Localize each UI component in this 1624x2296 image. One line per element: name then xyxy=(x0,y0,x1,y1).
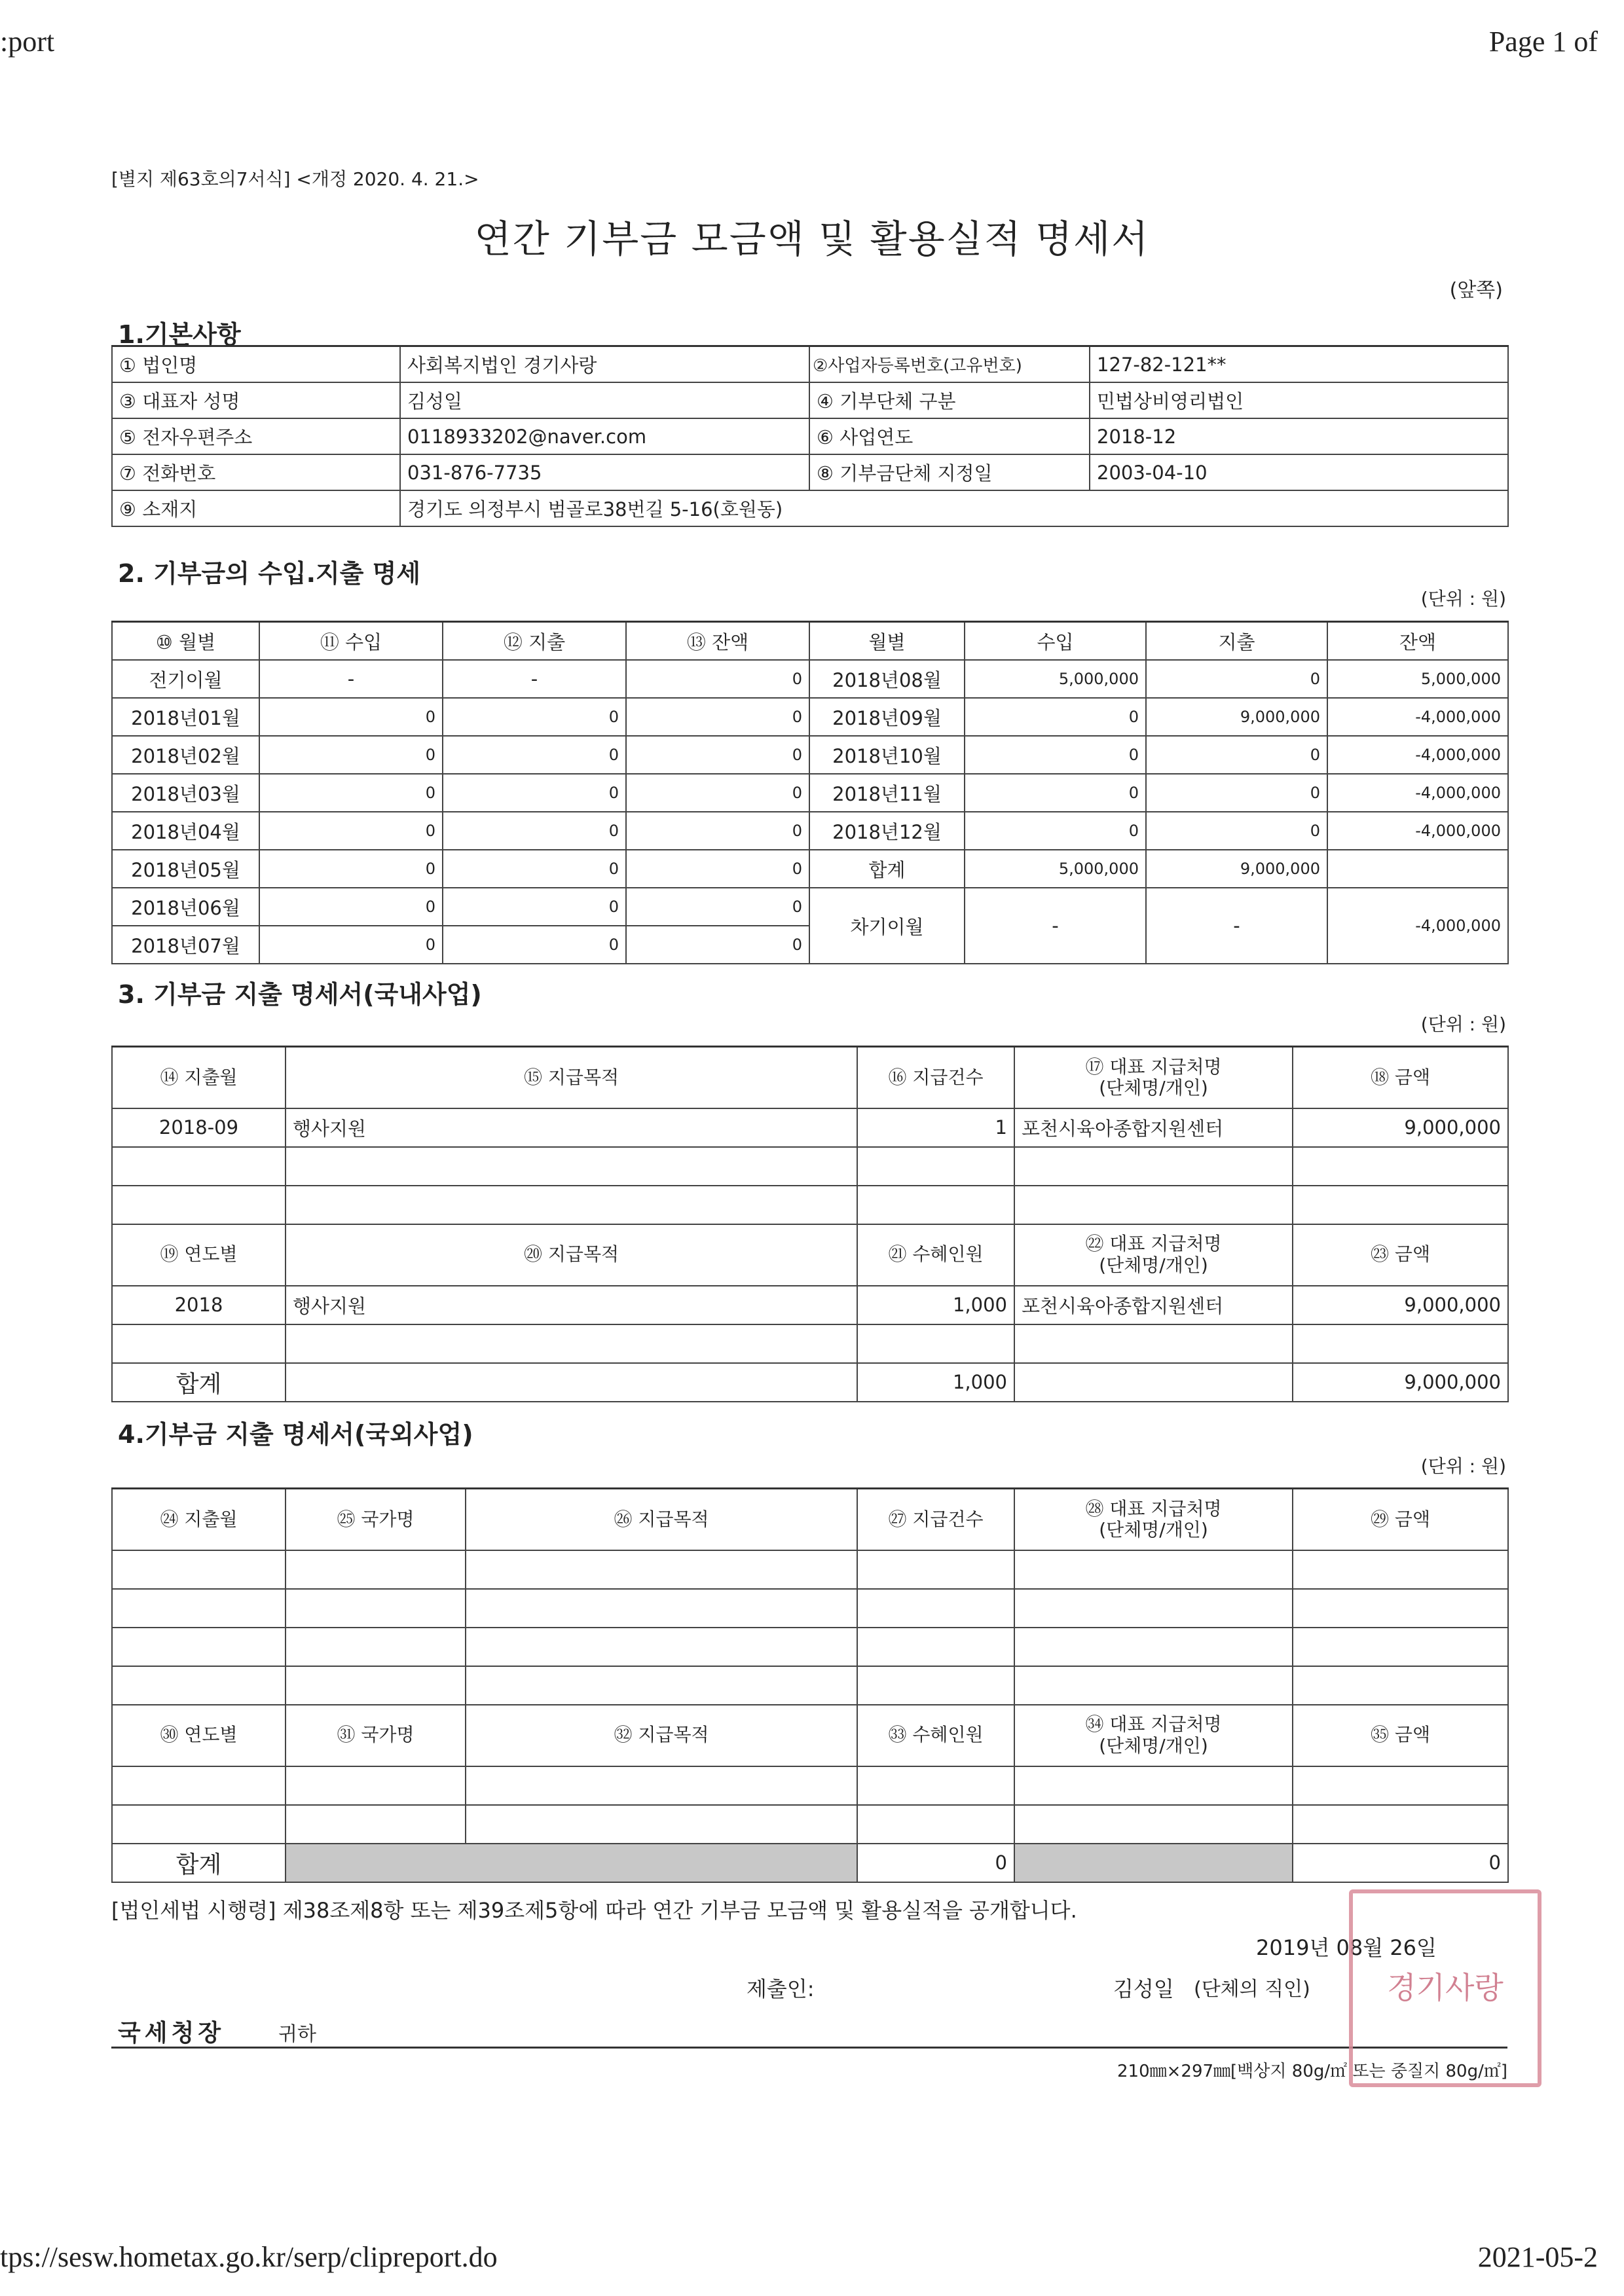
total-beneficiaries: 1,000 xyxy=(857,1363,1014,1402)
submitter-label: 제출인: xyxy=(747,1977,815,2001)
phone-value: 031-876-7735 xyxy=(400,454,809,490)
table-row xyxy=(112,774,1508,812)
address-label: ⑨ 소재지 xyxy=(112,490,400,526)
col-income-2: 수입 xyxy=(965,622,1146,661)
col-balance: ⑬ 잔액 xyxy=(626,622,809,661)
balance-cell: -4,000,000 xyxy=(1327,736,1508,774)
print-footer-date: 2021-05-2 xyxy=(1477,2241,1598,2273)
month-cell: 2018년04월 xyxy=(112,812,259,850)
balance-cell: 5,000,000 xyxy=(1327,660,1508,698)
income-cell: 0 xyxy=(259,926,443,964)
expense-cell: 0 xyxy=(1146,660,1327,698)
section-3-title: 3. 기부금 지출 명세서(국내사업) xyxy=(118,980,482,1009)
table-row xyxy=(112,1766,1508,1805)
designation-date-value: 2003-04-10 xyxy=(1090,454,1508,490)
carry-over-label: 차기이월 xyxy=(809,888,965,964)
income-cell: 0 xyxy=(259,812,443,850)
col-purpose-2: ⑳ 지급목적 xyxy=(286,1224,857,1286)
expense-cell: 0 xyxy=(443,888,626,926)
income-cell: 0 xyxy=(259,736,443,774)
col-expense-month: ⑭ 지출월 xyxy=(112,1047,286,1108)
col-month: ⑩ 월별 xyxy=(112,622,259,661)
expense-cell: 9,000,000 xyxy=(1146,698,1327,736)
income-cell: 0 xyxy=(965,774,1146,812)
total-label: 합계 xyxy=(112,1363,286,1402)
total-balance xyxy=(1327,850,1508,888)
balance-cell: 0 xyxy=(626,736,809,774)
recipient-header-line1: ㉘ 대표 지급처명 xyxy=(1085,1497,1222,1520)
expense-cell: - xyxy=(443,660,626,698)
balance-cell: 0 xyxy=(626,926,809,964)
col-amount: ⑱ 금액 xyxy=(1293,1047,1508,1108)
balance-cell: 0 xyxy=(626,698,809,736)
month-cell: 2018년03월 xyxy=(112,774,259,812)
table-row xyxy=(112,660,1508,698)
col-amount: ㉙ 금액 xyxy=(1293,1489,1508,1550)
basic-info-row xyxy=(112,418,1508,454)
col-beneficiaries: ㉝ 수혜인원 xyxy=(857,1705,1014,1766)
purpose-cell: 행사지원 xyxy=(286,1108,857,1147)
col-expense-2: 지출 xyxy=(1146,622,1327,661)
overseas-header-2 xyxy=(112,1705,1508,1766)
month-cell: 2018년10월 xyxy=(809,736,965,774)
carry-over-balance: -4,000,000 xyxy=(1327,888,1508,964)
total-grey-cell xyxy=(1014,1844,1293,1882)
total-row xyxy=(112,1363,1508,1402)
amount-cell: 9,000,000 xyxy=(1293,1108,1508,1147)
expense-cell: 0 xyxy=(1146,736,1327,774)
ceo-label: ③ 대표자 성명 xyxy=(112,382,400,418)
income-cell: 0 xyxy=(259,774,443,812)
income-expense-table xyxy=(111,621,1509,964)
total-label: 합계 xyxy=(112,1844,286,1882)
expense-month-cell: 2018-09 xyxy=(112,1108,286,1147)
table-row xyxy=(112,850,1508,888)
legal-notice: [법인세법 시행령] 제38조제8항 또는 제39조제5항에 따라 연간 기부금 모금액 및 활용실적을 공개합니다. xyxy=(111,1898,1077,1923)
email-label: ⑤ 전자우편주소 xyxy=(112,418,400,454)
expense-cell: 0 xyxy=(443,736,626,774)
expense-cell: 0 xyxy=(443,812,626,850)
year-cell: 2018 xyxy=(112,1286,286,1324)
section-3-unit: (단위 : 원) xyxy=(1420,1013,1506,1035)
seal-label: (단체의 직인) xyxy=(1194,1978,1310,2001)
table-row xyxy=(112,1324,1508,1363)
table-row xyxy=(112,1186,1508,1224)
expense-cell: 0 xyxy=(1146,812,1327,850)
col-balance-2: 잔액 xyxy=(1327,622,1508,661)
balance-cell: -4,000,000 xyxy=(1327,774,1508,812)
col-recipient-2 xyxy=(1014,1705,1293,1766)
submitter-name: 김성일 xyxy=(1113,1977,1174,2001)
domestic-header-2 xyxy=(112,1224,1508,1286)
expense-cell: 0 xyxy=(443,926,626,964)
print-page-number: Page 1 of xyxy=(1488,26,1598,58)
income-cell: 0 xyxy=(259,850,443,888)
section-1-title: 1.기본사항 xyxy=(118,320,241,349)
table-row xyxy=(112,1628,1508,1666)
income-cell: 0 xyxy=(965,698,1146,736)
form-number: [별지 제63호의7서식] <개정 2020. 4. 21.> xyxy=(111,168,479,190)
table-row xyxy=(112,698,1508,736)
basic-info-row xyxy=(112,490,1508,526)
total-label: 합계 xyxy=(809,850,965,888)
recipient-header-line2: (단체명/개인) xyxy=(1099,1254,1208,1276)
amount-cell: 9,000,000 xyxy=(1293,1286,1508,1324)
recipient-office: 국세청장 xyxy=(118,2020,225,2047)
email-value: 0118933202@naver.com xyxy=(400,418,809,454)
section-4-unit: (단위 : 원) xyxy=(1420,1455,1506,1477)
paper-spec: 210㎜×297㎜[백상지 80g/㎡ 또는 중질지 80g/㎡] xyxy=(1116,2062,1507,2081)
org-type-value: 민법상비영리법인 xyxy=(1090,382,1508,418)
fiscal-year-value: 2018-12 xyxy=(1090,418,1508,454)
address-value: 경기도 의정부시 범골로38번길 5-16(호원동) xyxy=(400,490,1508,526)
total-amount: 9,000,000 xyxy=(1293,1363,1508,1402)
month-cell: 2018년09월 xyxy=(809,698,965,736)
count-cell: 1 xyxy=(857,1108,1014,1147)
fiscal-year-label: ⑥ 사업연도 xyxy=(809,418,1090,454)
carry-over-income: - xyxy=(965,888,1146,964)
expense-cell: 0 xyxy=(443,698,626,736)
expense-cell: 0 xyxy=(443,774,626,812)
month-cell: 2018년06월 xyxy=(112,888,259,926)
col-income: ⑪ 수입 xyxy=(259,622,443,661)
corp-name-value: 사회복지법인 경기사랑 xyxy=(400,346,809,383)
col-recipient-2 xyxy=(1014,1224,1293,1286)
col-purpose-2: ㉜ 지급목적 xyxy=(466,1705,857,1766)
corporate-seal-stamp xyxy=(1349,1889,1541,2087)
document-title: 연간 기부금 모금액 및 활용실적 명세서 xyxy=(474,217,1150,261)
recipient-header-line2: (단체명/개인) xyxy=(1099,1734,1208,1757)
month-cell: 2018년12월 xyxy=(809,812,965,850)
table-row xyxy=(112,1147,1508,1186)
recipient-header-line2: (단체명/개인) xyxy=(1099,1076,1208,1099)
month-cell: 2018년08월 xyxy=(809,660,965,698)
table-row xyxy=(112,1589,1508,1628)
col-expense-month: ㉔ 지출월 xyxy=(112,1489,286,1550)
income-cell: 0 xyxy=(965,736,1146,774)
recipient-cell: 포천시육아종합지원센터 xyxy=(1014,1286,1293,1324)
carry-over-expense: - xyxy=(1146,888,1327,964)
table-row xyxy=(112,1108,1508,1147)
table-row xyxy=(112,888,1508,926)
section-2-title: 2. 기부금의 수입.지출 명세 xyxy=(118,559,421,588)
recipient-header-line2: (단체명/개인) xyxy=(1099,1518,1208,1540)
income-cell: 0 xyxy=(259,888,443,926)
total-grey-cell xyxy=(286,1844,857,1882)
recipient-header-line1: ㉞ 대표 지급처명 xyxy=(1085,1713,1222,1736)
col-country-2: ㉛ 국가명 xyxy=(286,1705,466,1766)
beneficiaries-cell: 1,000 xyxy=(857,1286,1014,1324)
basic-info-table xyxy=(111,345,1509,527)
org-type-label: ④ 기부단체 구분 xyxy=(809,382,1090,418)
front-side-label: (앞쪽) xyxy=(1449,279,1503,302)
balance-cell: -4,000,000 xyxy=(1327,812,1508,850)
corp-name-label: ① 법인명 xyxy=(112,346,400,383)
total-row xyxy=(112,1844,1508,1882)
col-year: ㉚ 연도별 xyxy=(112,1705,286,1766)
income-cell: 0 xyxy=(259,698,443,736)
table-row xyxy=(112,736,1508,774)
print-header-title: :port xyxy=(0,26,55,58)
month-cell: 2018년05월 xyxy=(112,850,259,888)
purpose-cell: 행사지원 xyxy=(286,1286,857,1324)
month-cell: 2018년01월 xyxy=(112,698,259,736)
income-cell: 5,000,000 xyxy=(965,660,1146,698)
recipient-header-line1: ㉒ 대표 지급처명 xyxy=(1085,1233,1222,1255)
table-row xyxy=(112,1666,1508,1705)
designation-date-label: ⑧ 기부금단체 지정일 xyxy=(809,454,1090,490)
total-income: 5,000,000 xyxy=(965,850,1146,888)
col-purpose: ㉖ 지급목적 xyxy=(466,1489,857,1550)
basic-info-row xyxy=(112,382,1508,418)
balance-cell: -4,000,000 xyxy=(1327,698,1508,736)
basic-info-row xyxy=(112,454,1508,490)
income-expense-header xyxy=(112,622,1508,661)
col-amount-2: ㉓ 금액 xyxy=(1293,1224,1508,1286)
month-cell: 전기이월 xyxy=(112,660,259,698)
col-beneficiaries: ㉑ 수혜인원 xyxy=(857,1224,1014,1286)
table-row xyxy=(112,1805,1508,1844)
col-count: ⑯ 지급건수 xyxy=(857,1047,1014,1108)
col-year: ⑲ 연도별 xyxy=(112,1224,286,1286)
income-cell: - xyxy=(259,660,443,698)
balance-cell: 0 xyxy=(626,774,809,812)
month-cell: 2018년02월 xyxy=(112,736,259,774)
expense-cell: 0 xyxy=(443,850,626,888)
col-country: ㉕ 국가명 xyxy=(286,1489,466,1550)
balance-cell: 0 xyxy=(626,812,809,850)
table-row xyxy=(112,1550,1508,1589)
section-4-title: 4.기부금 지출 명세서(국외사업) xyxy=(118,1420,473,1449)
ceo-value: 김성일 xyxy=(400,382,809,418)
recipient-cell: 포천시육아종합지원센터 xyxy=(1014,1108,1293,1147)
business-no-value: 127-82-121** xyxy=(1090,346,1508,383)
footer-rule xyxy=(111,2047,1507,2049)
month-cell: 2018년11월 xyxy=(809,774,965,812)
table-row xyxy=(112,1286,1508,1324)
recipient-honorific: 귀하 xyxy=(278,2023,316,2046)
basic-info-row xyxy=(112,346,1508,383)
expense-cell: 0 xyxy=(1146,774,1327,812)
col-month-2: 월별 xyxy=(809,622,965,661)
total-amount: 0 xyxy=(1293,1844,1508,1882)
balance-cell: 0 xyxy=(626,850,809,888)
income-cell: 0 xyxy=(965,812,1146,850)
domestic-expense-table xyxy=(111,1046,1509,1402)
seal-stamp-text: 경기사랑 xyxy=(1387,1970,1504,2006)
section-2-unit: (단위 : 원) xyxy=(1420,588,1506,610)
business-no-label: ②사업자등록번호(고유번호) xyxy=(809,346,1090,383)
month-cell: 2018년07월 xyxy=(112,926,259,964)
balance-cell: 0 xyxy=(626,888,809,926)
recipient-header-line1: ⑰ 대표 지급처명 xyxy=(1085,1055,1222,1078)
phone-label: ⑦ 전화번호 xyxy=(112,454,400,490)
overseas-header xyxy=(112,1489,1508,1550)
overseas-expense-table xyxy=(111,1487,1509,1883)
col-count: ㉗ 지급건수 xyxy=(857,1489,1014,1550)
col-purpose: ⑮ 지급목적 xyxy=(286,1047,857,1108)
submission-date: 2019년 08월 26일 xyxy=(1256,1935,1437,1960)
total-expense: 9,000,000 xyxy=(1146,850,1327,888)
col-recipient xyxy=(1014,1489,1293,1550)
table-row xyxy=(112,812,1508,850)
total-count: 0 xyxy=(857,1844,1014,1882)
domestic-header xyxy=(112,1047,1508,1108)
col-recipient xyxy=(1014,1047,1293,1108)
print-footer-url: tps://sesw.hometax.go.kr/serp/clipreport.do xyxy=(0,2241,498,2273)
col-expense: ⑫ 지출 xyxy=(443,622,626,661)
balance-cell: 0 xyxy=(626,660,809,698)
col-amount-2: ㉟ 금액 xyxy=(1293,1705,1508,1766)
